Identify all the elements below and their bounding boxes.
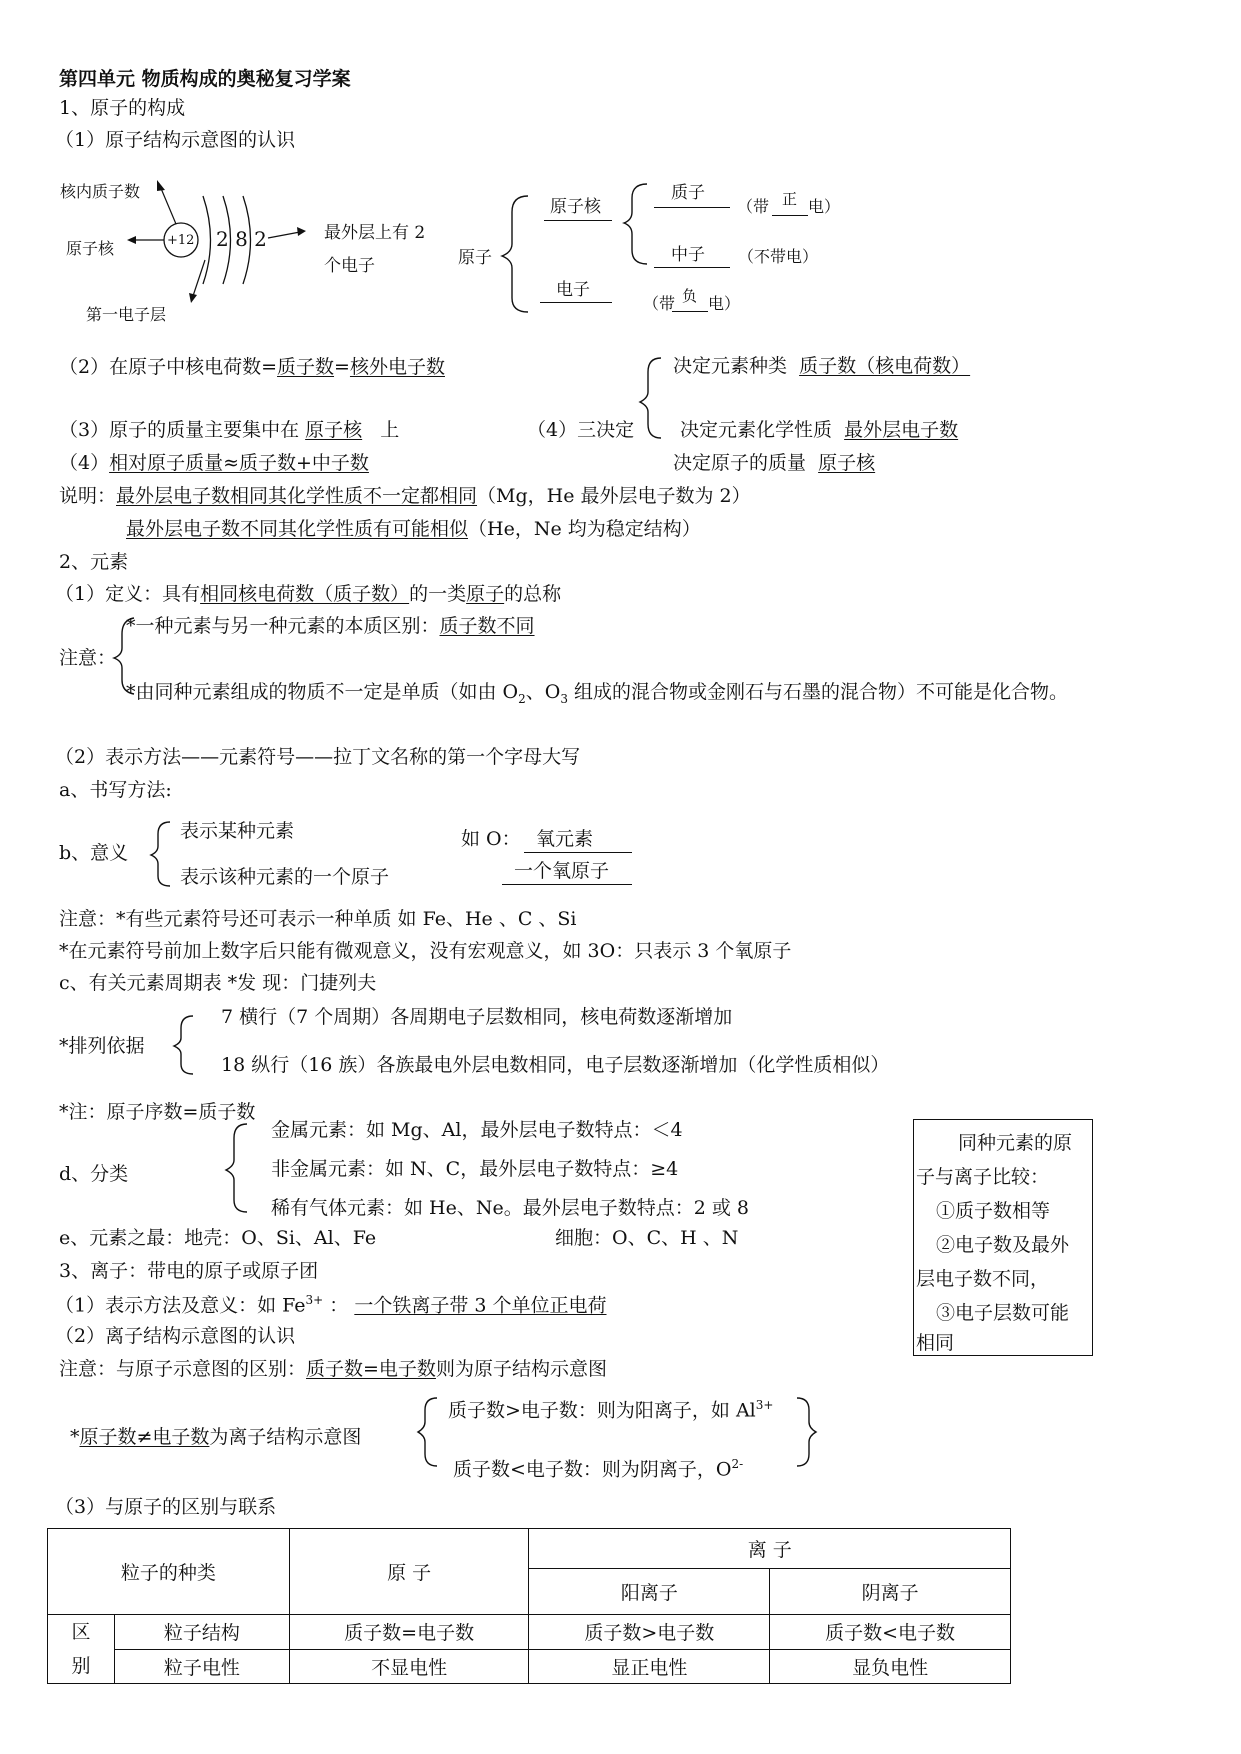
atom-ion-comparison-table	[47, 1528, 1011, 1684]
electron-charge-pre: （带	[643, 294, 676, 313]
box-line-3: ①质子数相等	[936, 1200, 1051, 1222]
atom-mass-line: （3）原子的质量主要集中在 原子核 上	[59, 419, 400, 441]
section-2-heading: 2、元素	[59, 551, 129, 573]
label-first-shell: 第一电子层	[86, 305, 167, 324]
class-noble-gas: 稀有气体元素：如 He、Ne。最外层电子数特点：2 或 8	[271, 1197, 749, 1219]
difference-label-2: 别	[71, 1655, 91, 1677]
proton-charge-pre: （带	[737, 197, 770, 216]
note-line-2: 最外层电子数不同其化学性质有可能相似（He，Ne 均为稳定结构）	[126, 518, 701, 540]
writing-method: a、书写方法:	[59, 779, 172, 801]
class-metal: 金属元素：如 Mg、Al，最外层电子数特点：＜4	[271, 1119, 683, 1141]
label-atom: 原子	[458, 248, 492, 268]
representation-method: （2）表示方法——元素符号——拉丁文名称的第一个字母大写	[55, 746, 581, 768]
header-cation: 阳离子	[529, 1569, 770, 1615]
anion-rule: 质子数<电子数：则为阴离子，$O^{2-}$	[453, 1457, 744, 1481]
meaning-example-label: 如 O：	[461, 828, 521, 850]
ion-atom-difference: 注意：与原子示意图的区别：质子数=电子数则为原子结构示意图	[59, 1358, 607, 1380]
electron-charge: 负	[682, 287, 698, 305]
header-anion: 阴离子	[770, 1569, 1011, 1615]
ion-representation: （1）表示方法及意义：如 $Fe^{3+}$ ： 一个铁离子带 3 个单位正电荷	[55, 1293, 607, 1317]
shell-electrons: 2 8 2	[216, 227, 267, 251]
class-nonmetal: 非金属元素：如 N、C，最外层电子数特点：≥4	[271, 1158, 679, 1180]
determines-chemical-property: 决定元素化学性质 最外层电子数	[680, 419, 959, 441]
nuclear-charge-line: （2）在原子中核电荷数=质子数=核外电子数	[59, 356, 445, 378]
box-line-1: 同种元素的原	[958, 1132, 1073, 1154]
three-determinations-label: （4）三决定	[527, 419, 635, 441]
row-structure-anion: 质子数<电子数	[770, 1615, 1011, 1650]
row-charge-anion: 显负电性	[770, 1649, 1011, 1684]
ion-diagram-rule: *原子数≠电子数为离子结构示意图	[70, 1426, 362, 1448]
label-nucleus: 原子核	[66, 239, 115, 258]
section-3-heading: 3、离子：带电的原子或原子团	[59, 1260, 319, 1282]
label-outer-shell-1: 最外层上有 2	[324, 223, 426, 243]
periodic-table-line: c、有关元素周期表 *发 现：门捷列夫	[59, 972, 377, 994]
note-atomic-number: *注：原子序数=质子数	[59, 1101, 256, 1123]
box-line-5: 层电子数不同，	[916, 1268, 1050, 1290]
header-particle-kind: 粒子的种类	[48, 1529, 290, 1615]
row-charge-cation: 显正电性	[529, 1649, 770, 1684]
attention-2: *由同种元素组成的物质不一定是单质（如由 $O_2$、$O_3$ 组成的混合物或金刚石与石墨的混合物）不可能是化合物。	[126, 681, 1069, 706]
element-abundance-crust: e、元素之最：地壳：O、Si、Al、Fe	[59, 1227, 377, 1249]
row-structure-atom: 质子数=电子数	[289, 1615, 529, 1650]
meaning-2: 表示该种元素的一个原子	[180, 866, 390, 888]
box-line-4: ②电子数及最外	[936, 1234, 1070, 1256]
table-row	[48, 1615, 1011, 1650]
note-line-1: 说明：最外层电子数相同其化学性质不一定都相同（Mg，He 最外层电子数为 2）	[59, 485, 751, 507]
row-structure-cation: 质子数>电子数	[529, 1615, 770, 1650]
box-line-2: 子与离子比较：	[916, 1166, 1050, 1188]
ion-diagram-recognition: （2）离子结构示意图的认识	[55, 1325, 296, 1347]
cation-rule: 质子数>电子数：则为阳离子，如 $Al^{3+}$	[448, 1398, 774, 1422]
header-atom: 原 子	[289, 1529, 529, 1615]
electron-charge-post: 电）	[708, 294, 741, 313]
proton-charge: 正	[782, 190, 798, 208]
meaning-1: 表示某种元素	[180, 820, 295, 842]
meaning-example-1: 氧元素	[536, 828, 594, 850]
page-title: 第四单元 物质构成的奥秘复习学案	[59, 68, 351, 90]
note-single-substance: 注意：*有些元素符号还可表示一种单质 如 Fe、He 、C 、Si	[59, 908, 577, 930]
box-line-6: ③电子层数可能	[936, 1302, 1070, 1324]
table-row	[48, 1649, 1011, 1684]
attention-1: *一种元素与另一种元素的本质区别：质子数不同	[126, 615, 535, 637]
meaning-label: b、意义	[59, 842, 129, 864]
classification-label: d、分类	[59, 1163, 129, 1185]
difference-label-cell	[48, 1615, 115, 1684]
determines-atom-mass: 决定原子的质量 原子核	[673, 452, 876, 474]
element-abundance-cell: 细胞：O、C、H 、N	[555, 1227, 739, 1249]
nucleus-charge: +12	[167, 233, 195, 248]
header-ion: 离 子	[529, 1529, 1011, 1569]
proton-charge-post: 电）	[808, 197, 841, 216]
row-structure-label: 粒子结构	[114, 1615, 289, 1650]
row-charge-atom: 不显电性	[289, 1649, 529, 1684]
meaning-example-2: 一个氧原子	[514, 860, 610, 882]
arrangement-label: *排列依据	[59, 1035, 145, 1057]
determines-element-type: 决定元素种类 质子数（核电荷数）	[673, 355, 971, 377]
attention-label: 注意：	[59, 647, 117, 669]
neutron-note: （不带电）	[738, 247, 819, 266]
label-proton: 质子	[671, 183, 705, 203]
row-charge-label: 粒子电性	[114, 1649, 289, 1684]
section-1-heading: 1、原子的构成	[59, 97, 186, 119]
subsection-structure-diagram: （1）原子结构示意图的认识	[55, 129, 296, 151]
note-micro-meaning: *在元素符号前加上数字后只能有微观意义，没有宏观意义，如 3O：只表示 3 个氧原子	[59, 940, 792, 962]
label-neutron: 中子	[671, 245, 705, 265]
element-definition: （1）定义：具有相同核电荷数（质子数）的一类原子的总称	[55, 583, 562, 605]
label-nucleus-part: 原子核	[550, 197, 601, 217]
arrangement-rows: 7 横行（7 个周期）各周期电子层数相同，核电荷数逐渐增加	[221, 1006, 733, 1028]
label-electron: 电子	[556, 280, 590, 300]
box-line-7: 相同	[916, 1332, 955, 1354]
label-proton-number: 核内质子数	[60, 182, 141, 201]
difference-label-1: 区	[71, 1621, 91, 1643]
arrangement-columns: 18 纵行（16 族）各族最电外层电数相同，电子层数逐渐增加（化学性质相似）	[221, 1054, 890, 1076]
atom-ion-relation: （3）与原子的区别与联系	[55, 1496, 277, 1518]
label-outer-shell-2: 个电子	[324, 256, 375, 276]
relative-mass-line: （4）相对原子质量≈质子数+中子数	[59, 452, 369, 474]
